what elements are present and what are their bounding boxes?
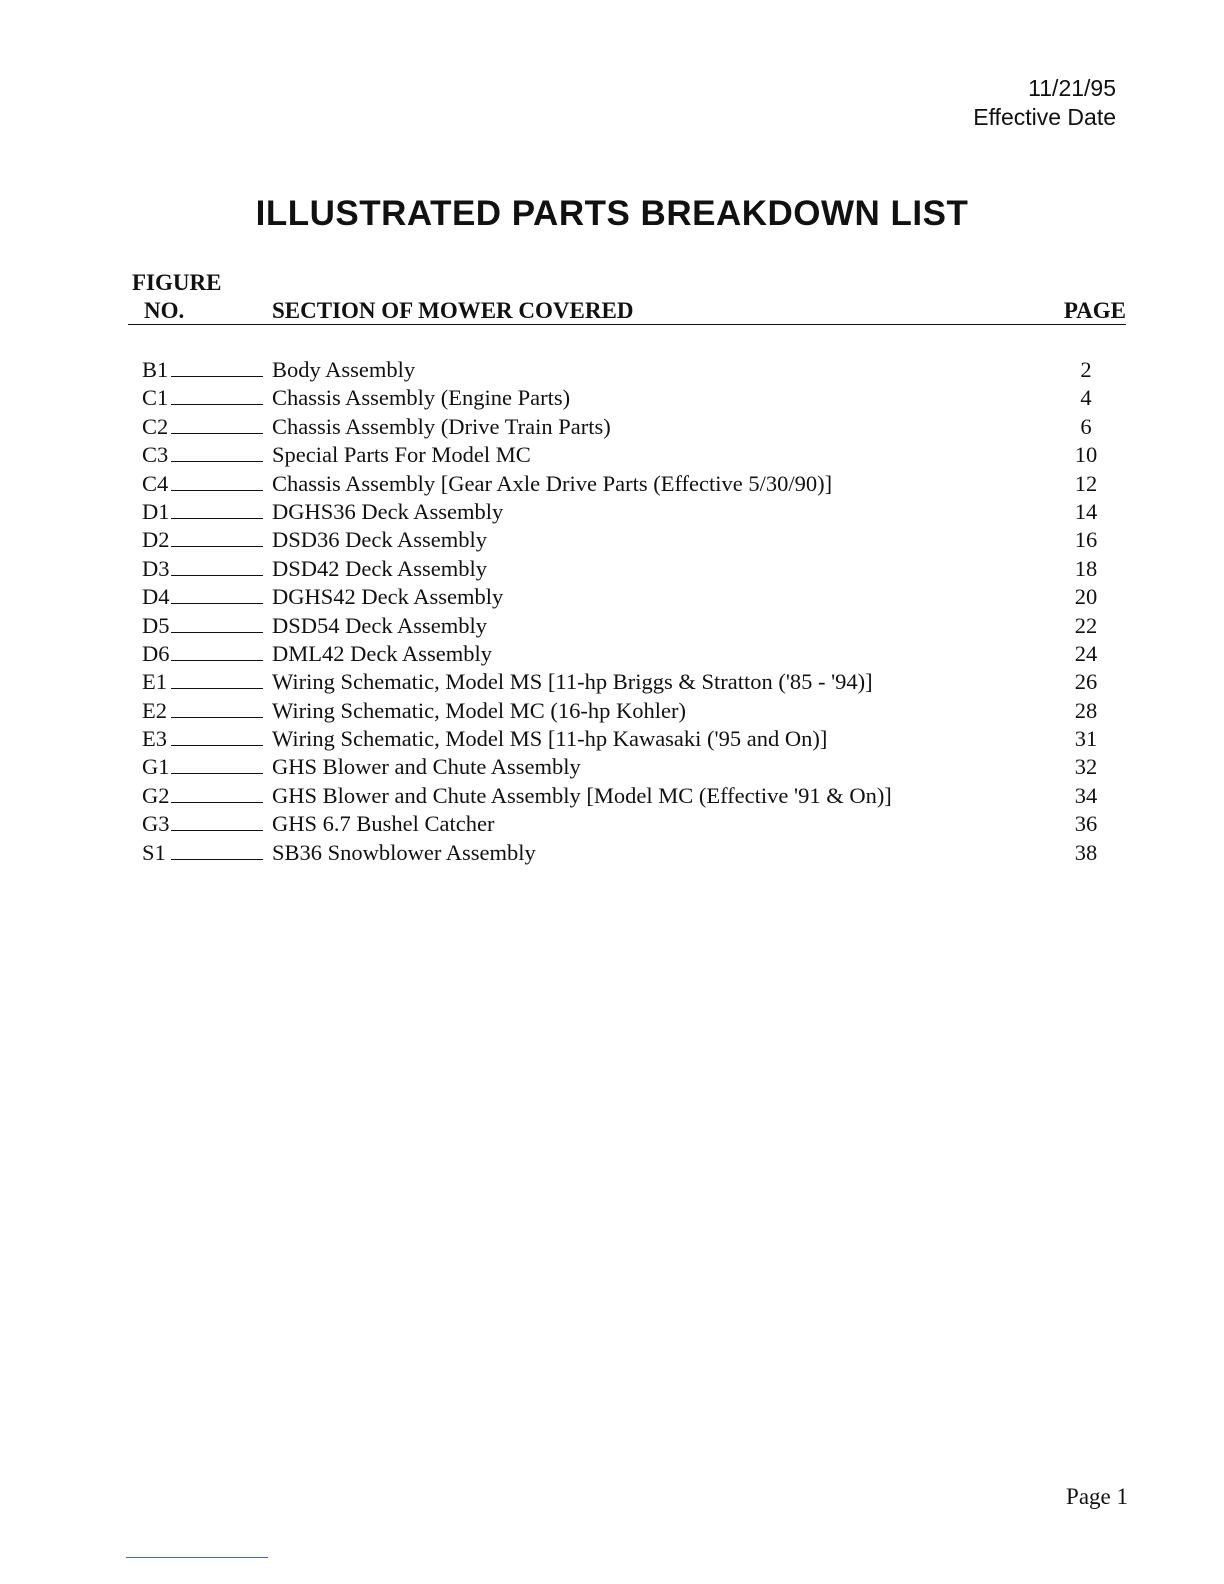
table-row	[142, 498, 1132, 526]
column-header-page: PAGE	[1063, 298, 1126, 323]
section-title: DGHS36 Deck Assembly	[272, 498, 504, 524]
page-number: 20	[1074, 584, 1098, 610]
table-row	[142, 441, 1132, 469]
page-number: 18	[1074, 555, 1098, 581]
effective-date-label: Effective Date	[973, 104, 1116, 130]
leader-line	[171, 518, 263, 519]
table-row	[142, 526, 1132, 554]
page-number: 31	[1074, 726, 1098, 752]
table-row	[142, 668, 1132, 696]
section-title: Wiring Schematic, Model MS [11-hp Kawasaki ('95 and On)]	[272, 726, 828, 752]
page-number: 22	[1074, 612, 1098, 638]
section-title: Wiring Schematic, Model MS [11-hp Briggs & Stratton ('85 - '94)]	[272, 669, 873, 695]
figure-number: D2	[142, 527, 170, 553]
section-title: DML42 Deck Assembly	[272, 640, 492, 666]
figure-number: G1	[142, 754, 170, 780]
column-header-no: NO.	[144, 298, 185, 323]
leader-line	[171, 773, 263, 774]
table-row	[142, 697, 1132, 725]
page-number: 36	[1074, 811, 1098, 837]
table-row	[142, 753, 1132, 781]
figure-number: C2	[142, 413, 169, 439]
table-row	[142, 612, 1132, 640]
table-row	[142, 640, 1132, 668]
leader-line	[171, 376, 263, 377]
leader-line	[171, 461, 263, 462]
table-row	[142, 356, 1132, 384]
figure-number: G3	[142, 811, 170, 837]
leader-line	[171, 433, 263, 434]
figure-number: D6	[142, 640, 170, 666]
figure-number: G2	[142, 782, 170, 808]
table-row	[142, 583, 1132, 611]
figure-number: E2	[142, 697, 167, 723]
section-title: DSD42 Deck Assembly	[272, 555, 487, 581]
leader-line	[171, 546, 263, 547]
section-title: SB36 Snowblower Assembly	[272, 839, 536, 865]
page-number: 32	[1074, 754, 1098, 780]
page-number: 10	[1074, 442, 1098, 468]
leader-line	[171, 632, 263, 633]
figure-number: E1	[142, 669, 167, 695]
section-title: DSD36 Deck Assembly	[272, 527, 487, 553]
leader-line	[171, 859, 263, 860]
section-title: Chassis Assembly (Drive Train Parts)	[272, 413, 611, 439]
table-row	[142, 782, 1132, 810]
table-row	[142, 555, 1132, 583]
page-footer-number: Page 1	[1066, 1484, 1128, 1509]
page-number: 6	[1080, 413, 1092, 439]
figure-number: C1	[142, 385, 169, 411]
figure-number: D5	[142, 612, 170, 638]
leader-line	[171, 688, 263, 689]
figure-number: D3	[142, 555, 170, 581]
leader-line	[171, 603, 263, 604]
figure-number: E3	[142, 726, 167, 752]
effective-date-block	[973, 74, 1116, 132]
figure-number: C4	[142, 470, 169, 496]
figure-number: C3	[142, 442, 169, 468]
table-header	[128, 298, 1126, 325]
section-title: DGHS42 Deck Assembly	[272, 584, 504, 610]
leader-line	[171, 830, 263, 831]
leader-line	[171, 490, 263, 491]
page-number: 4	[1080, 385, 1092, 411]
section-title: Wiring Schematic, Model MC (16-hp Kohler)	[272, 697, 687, 723]
page-title: ILLUSTRATED PARTS BREAKDOWN LIST	[255, 194, 969, 233]
section-title: Special Parts For Model MC	[272, 442, 531, 468]
figure-column-label: FIGURE	[132, 270, 222, 295]
leader-line	[171, 660, 263, 661]
table-row	[142, 470, 1132, 498]
leader-line	[171, 575, 263, 576]
section-title: Chassis Assembly (Engine Parts)	[272, 385, 571, 411]
table-row	[142, 839, 1132, 867]
figure-number: D1	[142, 498, 170, 524]
page-number: 34	[1074, 782, 1098, 808]
section-title: GHS Blower and Chute Assembly	[272, 754, 581, 780]
leader-line	[171, 717, 263, 718]
figure-number: D4	[142, 584, 170, 610]
table-row	[142, 413, 1132, 441]
page-number: 14	[1074, 498, 1098, 524]
table-row	[142, 810, 1132, 838]
figure-number: B1	[142, 357, 169, 382]
page-number: 2	[1080, 357, 1092, 382]
page-number: 16	[1074, 527, 1098, 553]
page-number: 38	[1074, 839, 1098, 865]
table-row	[142, 725, 1132, 753]
leader-line	[171, 404, 263, 405]
parts-list	[142, 356, 1132, 867]
bottom-divider	[126, 1557, 268, 1558]
section-title: Chassis Assembly [Gear Axle Drive Parts (Effective 5/30/90)]	[272, 470, 833, 496]
leader-line	[171, 802, 263, 803]
page-number: 28	[1074, 697, 1098, 723]
page-number: 24	[1074, 640, 1098, 666]
section-title: Body Assembly	[272, 357, 416, 382]
table-row	[142, 384, 1132, 412]
effective-date: 11/21/95	[1028, 75, 1116, 101]
page-number: 26	[1074, 669, 1098, 695]
leader-line	[171, 745, 263, 746]
section-title: GHS Blower and Chute Assembly [Model MC (Effective '91 & On)]	[272, 782, 892, 808]
section-title: GHS 6.7 Bushel Catcher	[272, 811, 495, 837]
section-title: DSD54 Deck Assembly	[272, 612, 487, 638]
column-header-section: SECTION OF MOWER COVERED	[272, 298, 634, 323]
figure-number: S1	[142, 839, 166, 865]
page-number: 12	[1074, 470, 1098, 496]
